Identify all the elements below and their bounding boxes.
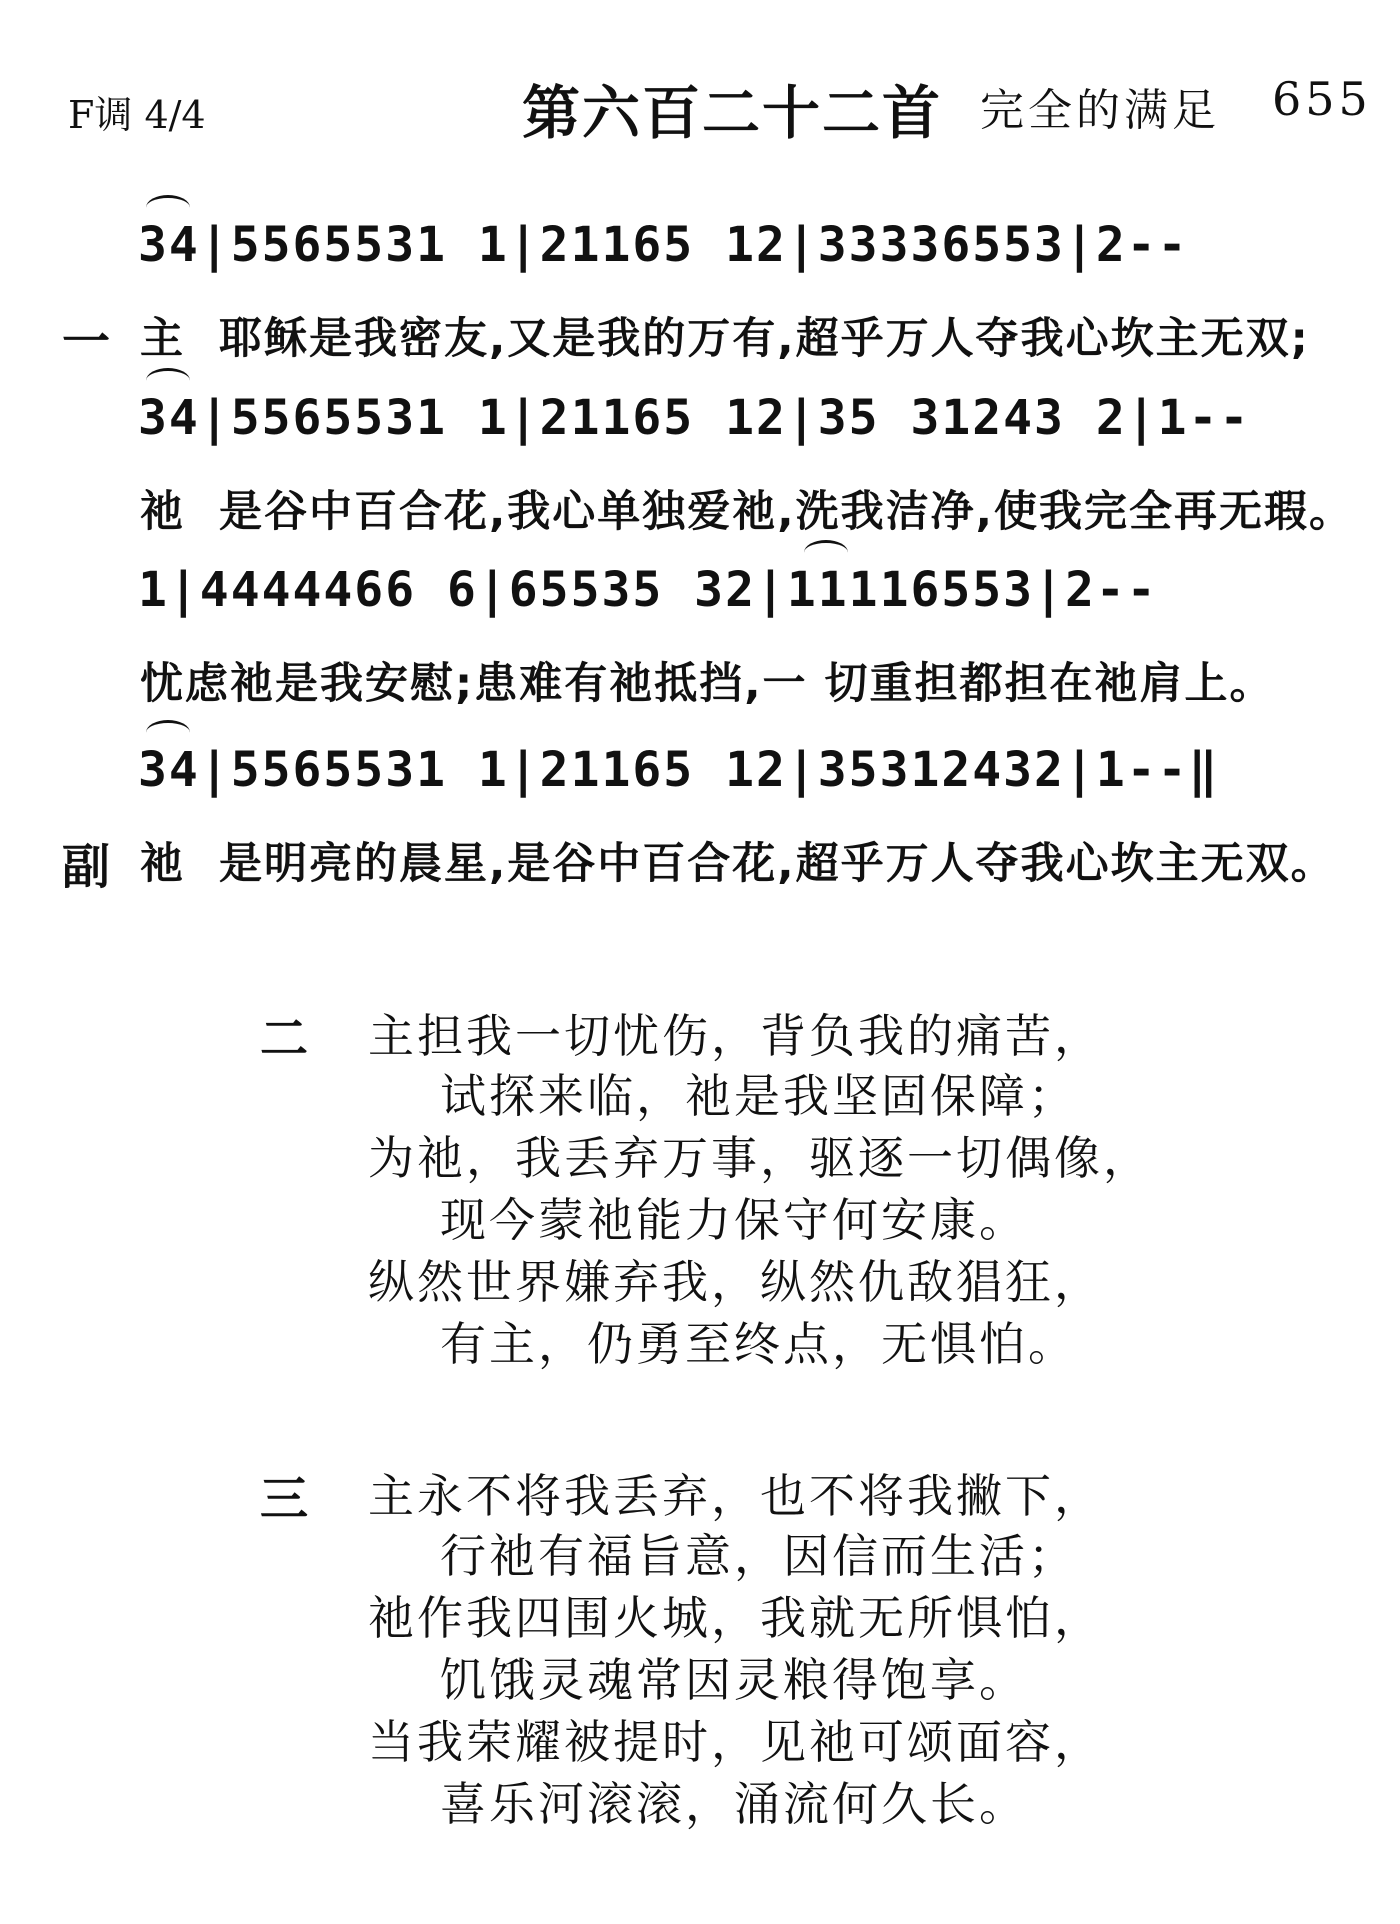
verse-line: 喜乐河滚滚，涌流何久长。 — [440, 1777, 1028, 1831]
lyric-line: 主 耶稣是我密友,又是我的万有,超乎万人夺我心坎主无双; — [140, 314, 1310, 364]
verse-line: 主担我一切忧伤，背负我的痛苦， — [368, 1009, 1103, 1063]
notation-line: 1|4444466 6|65535 32|11116553|2-- — [138, 562, 1158, 618]
lyric-line: 祂 是明亮的晨星,是谷中百合花,超乎万人夺我心坎主无双。 — [140, 839, 1336, 889]
verse-label: 三 — [260, 1471, 309, 1527]
notation-line: 34|5565531 1|21165 12|35312432|1--‖ — [138, 742, 1220, 798]
verse-line: 为祂，我丢弃万事，驱逐一切偶像， — [368, 1131, 1152, 1185]
verse-line: 当我荣耀被提时，见祂可颂面容， — [368, 1715, 1103, 1769]
verse-line: 现今蒙祂能力保守何安康。 — [440, 1193, 1028, 1247]
verse-line: 有主，仍勇至终点，无惧怕。 — [440, 1317, 1077, 1371]
key-signature: F调 4/4 — [68, 93, 206, 137]
verse-line: 祂作我四围火城，我就无所惧怕， — [368, 1591, 1103, 1645]
notation-line: 34|5565531 1|21165 12|35 31243 2|1-- — [138, 390, 1251, 446]
verse-line: 纵然世界嫌弃我，纵然仇敌猖狂， — [368, 1255, 1103, 1309]
verse-line: 试探来临，祂是我坚固保障； — [440, 1069, 1077, 1123]
lyric-line: 祂 是谷中百合花,我心单独爱祂,洗我洁净,使我完全再无瑕。 — [140, 487, 1354, 537]
lyric-line: 忧虑祂是我安慰;患难有祂抵挡,一 切重担都担在祂肩上。 — [140, 659, 1275, 709]
verse-line: 主永不将我丢弃，也不将我撇下， — [368, 1469, 1103, 1523]
hymn-number: 第六百二十二首 — [522, 79, 943, 147]
verse-label: 二 — [260, 1011, 309, 1067]
stanza-label: 一 — [62, 314, 111, 370]
stanza-label: 副 — [62, 839, 111, 895]
hymn-title: 完全的满足 — [980, 85, 1220, 136]
notation-line: 34|5565531 1|21165 12|33336553|2-- — [138, 217, 1189, 273]
page-header — [0, 60, 1400, 147]
verse-line: 行祂有福旨意，因信而生活； — [440, 1529, 1077, 1583]
verse-line: 饥饿灵魂常因灵粮得饱享。 — [440, 1653, 1028, 1707]
page-number: 655 — [1272, 72, 1372, 126]
